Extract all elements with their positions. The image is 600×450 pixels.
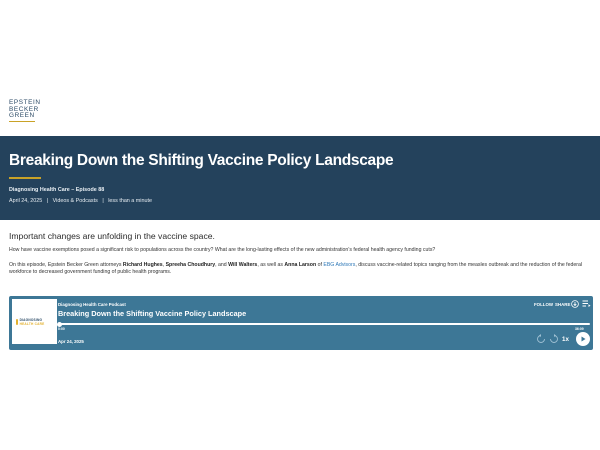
publish-date: April 24, 2025 <box>9 198 43 204</box>
time-elapsed: 0:00 <box>58 327 65 331</box>
episode-date: Apr 24, 2025 <box>58 339 84 344</box>
desc-text: , and <box>215 262 229 268</box>
share-button[interactable]: SHARE <box>555 302 571 307</box>
playlist-icon[interactable] <box>582 300 591 308</box>
microphone-icon <box>16 319 18 325</box>
attorney-name: Will Walters <box>228 262 258 268</box>
play-icon <box>580 336 586 342</box>
play-button[interactable] <box>576 332 590 346</box>
lead-paragraph: Important changes are unfolding in the vaccine space. <box>9 231 215 241</box>
logo-line-1: EPSTEIN <box>9 99 41 106</box>
playback-speed-button[interactable]: 1x <box>562 336 569 343</box>
artwork-title <box>20 318 54 326</box>
title-underline <box>9 177 41 179</box>
desc-text: On this episode, Epstein Becker Green attorneys <box>9 262 123 268</box>
ebg-advisors-link[interactable]: EBG Advisors <box>323 262 356 268</box>
progress-bar[interactable] <box>58 323 590 325</box>
read-time: less than a minute <box>108 198 152 204</box>
company-logo[interactable] <box>9 100 49 122</box>
podcast-name: Diagnosing Health Care Podcast <box>58 302 126 307</box>
article-meta <box>9 198 152 204</box>
download-icon[interactable] <box>571 300 579 308</box>
artwork-text-a: DIAGNOSING <box>19 317 43 322</box>
attorney-name: Spreeha Choudhury <box>165 262 216 268</box>
meta-separator: | <box>102 198 104 204</box>
faint-divider <box>150 289 270 290</box>
desc-text: , discuss vaccine-related topics ranging from the measles outbreak and the reduction of the federal workforce to decreased government funding of public health programs. <box>9 262 583 276</box>
artwork-text-b: HEALTH CARE <box>19 321 45 326</box>
desc-text: , <box>162 262 166 268</box>
podcast-artwork <box>12 299 57 344</box>
desc-text: , as well as <box>257 262 285 268</box>
follow-button[interactable]: FOLLOW <box>534 302 554 307</box>
episode-subtitle: Diagnosing Health Care – Episode 88 <box>9 187 105 193</box>
logo-underline <box>9 121 35 122</box>
page-title: Breaking Down the Shifting Vaccine Policy Landscape <box>9 152 394 169</box>
progress-handle[interactable] <box>57 322 62 327</box>
episode-description <box>9 262 597 277</box>
logo-line-3: GREEN <box>9 112 35 120</box>
intro-paragraph: How have vaccine exemptions posed a significant risk to populations across the country? What are the long-lasting effects of the new administration’s federal health agency funding cuts? <box>9 247 436 253</box>
forward-icon[interactable] <box>549 334 559 344</box>
meta-separator: | <box>46 198 49 204</box>
desc-text: of <box>316 262 324 268</box>
hero-banner <box>0 136 600 220</box>
time-total: 36:09 <box>575 327 584 331</box>
guest-name: Anna Larson <box>284 262 317 268</box>
category-link[interactable]: Videos & Podcasts <box>52 198 98 204</box>
logo-line-2: BECKER <box>9 105 39 113</box>
artwork-logo <box>16 317 54 327</box>
attorney-name: Richard Hughes <box>122 262 163 268</box>
episode-title: Breaking Down the Shifting Vaccine Policy Landscape <box>58 309 247 318</box>
rewind-icon[interactable] <box>536 334 546 344</box>
